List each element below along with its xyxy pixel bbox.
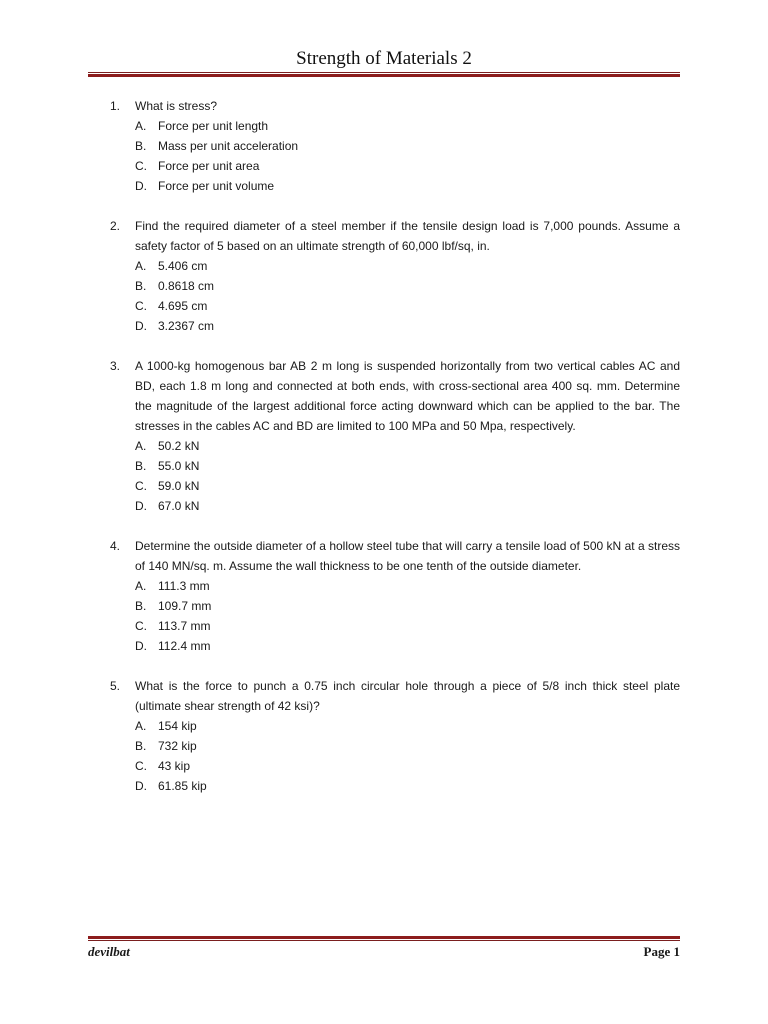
option-text: 4.695 cm <box>158 299 208 313</box>
option-text: 55.0 kN <box>158 459 200 473</box>
option-text: 61.85 kip <box>158 779 207 793</box>
option-list <box>135 256 680 336</box>
option-text: 3.2367 cm <box>158 319 215 333</box>
header-rule-thin <box>88 72 680 73</box>
option-item <box>135 156 680 176</box>
option-list <box>135 436 680 516</box>
question-text: What is stress? <box>135 99 218 113</box>
option-letter: B. <box>135 599 147 613</box>
option-letter: D. <box>135 639 147 653</box>
option-item <box>135 136 680 156</box>
option-text: 732 kip <box>158 739 197 753</box>
option-text: 43 kip <box>158 759 191 773</box>
option-letter: C. <box>135 159 147 173</box>
header-rule-thick <box>88 74 680 77</box>
option-item <box>135 776 680 796</box>
question-number: 1. <box>110 99 121 113</box>
option-letter: C. <box>135 759 147 773</box>
footer-author: devilbat <box>88 944 130 959</box>
option-text: 109.7 mm <box>158 599 212 613</box>
question-number: 3. <box>110 359 121 373</box>
option-text: 112.4 mm <box>158 639 211 653</box>
option-text: 5.406 cm <box>158 259 208 273</box>
question-item <box>110 96 680 196</box>
option-text: 50.2 kN <box>158 439 200 453</box>
option-item <box>135 596 680 616</box>
option-list <box>135 116 680 196</box>
question-item <box>110 356 680 516</box>
option-text: 111.3 mm <box>158 579 210 593</box>
option-letter: B. <box>135 139 147 153</box>
option-item <box>135 436 680 456</box>
option-item <box>135 736 680 756</box>
question-text: Find the required diameter of a steel member if the tensile design load is 7,000 pounds. Assume a safety factor of 5 based on an ultimate strength of 60,000 lbf/sq, in. <box>135 219 680 253</box>
option-letter: C. <box>135 619 147 633</box>
option-list <box>135 576 680 656</box>
option-text: 67.0 kN <box>158 499 200 513</box>
question-number: 5. <box>110 679 121 693</box>
option-letter: B. <box>135 279 147 293</box>
option-letter: A. <box>135 119 147 133</box>
option-list <box>135 716 680 796</box>
question-number: 4. <box>110 539 121 553</box>
footer-rule-thick <box>88 936 680 939</box>
question-number: 2. <box>110 219 121 233</box>
option-text: Force per unit length <box>158 119 269 133</box>
option-letter: D. <box>135 319 147 333</box>
option-letter: B. <box>135 459 147 473</box>
option-text: 0.8618 cm <box>158 279 215 293</box>
option-text: Force per unit volume <box>158 179 275 193</box>
footer-page-number: Page 1 <box>643 944 680 959</box>
option-item <box>135 276 680 296</box>
option-text: Mass per unit acceleration <box>158 139 299 153</box>
option-letter: A. <box>135 579 147 593</box>
option-item <box>135 636 680 656</box>
option-item <box>135 616 680 636</box>
option-letter: D. <box>135 179 147 193</box>
question-item <box>110 676 680 796</box>
option-item <box>135 316 680 336</box>
option-text: 113.7 mm <box>158 619 211 633</box>
option-item <box>135 456 680 476</box>
page-title: Strength of Materials 2 <box>296 48 472 69</box>
question-item <box>110 216 680 336</box>
option-letter: A. <box>135 439 147 453</box>
option-item <box>135 756 680 776</box>
option-item <box>135 176 680 196</box>
question-text: A 1000-kg homogenous bar AB 2 m long is suspended horizontally from two vertical cables AC and BD, each 1.8 m long and connected at both ends, with cross-sectional area 400 sq. mm. Determine the magnitude of the largest additional force acting downward which can be applied to the bar. The stresses in the cables AC and BD are limited to 100 MPa and 50 Mpa, respectively. <box>135 359 680 433</box>
option-letter: A. <box>135 259 147 273</box>
option-letter: B. <box>135 739 147 753</box>
option-item <box>135 296 680 316</box>
option-text: Force per unit area <box>158 159 260 173</box>
option-item <box>135 116 680 136</box>
question-list <box>110 96 680 816</box>
option-item <box>135 576 680 596</box>
footer-rule-thin <box>88 940 680 941</box>
option-letter: A. <box>135 719 147 733</box>
option-letter: C. <box>135 299 147 313</box>
option-item <box>135 716 680 736</box>
option-letter: D. <box>135 499 147 513</box>
option-text: 59.0 kN <box>158 479 200 493</box>
question-text: What is the force to punch a 0.75 inch circular hole through a piece of 5/8 inch thick steel plate (ultimate shear strength of 42 ksi)? <box>135 679 680 713</box>
option-item <box>135 476 680 496</box>
option-letter: D. <box>135 779 147 793</box>
option-item <box>135 496 680 516</box>
question-item <box>110 536 680 656</box>
question-text: Determine the outside diameter of a hollow steel tube that will carry a tensile load of 500 kN at a stress of 140 MN/sq. m. Assume the wall thickness to be one tenth of the outside diameter. <box>135 539 680 573</box>
option-text: 154 kip <box>158 719 197 733</box>
option-item <box>135 256 680 276</box>
option-letter: C. <box>135 479 147 493</box>
